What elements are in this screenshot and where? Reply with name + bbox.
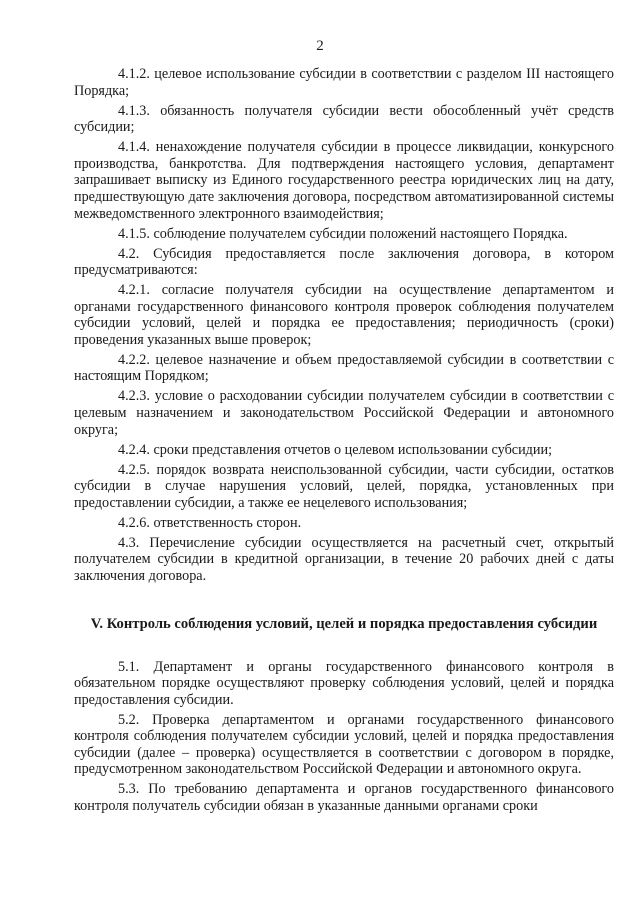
paragraph-4-1-5: 4.1.5. соблюдение получателем субсидии положений настоящего Порядка. xyxy=(118,225,568,242)
document-body xyxy=(74,66,614,818)
paragraph-4-2-3: 4.2.3. условие о расходовании субсидии получателем субсидии в соответствии с целевым назначением и законодательством Российской Федерации и автономного округа; xyxy=(74,388,614,438)
paragraph-4-3: 4.3. Перечисление субсидии осуществляется на расчетный счет, открытый получателем субсидии в кредитной организации, в течение 20 рабочих дней с даты заключения договора. xyxy=(74,534,614,584)
paragraph-4-2-5: 4.2.5. порядок возврата неиспользованной субсидии, части субсидии, остатков субсидии в случае нарушения условий, целей, порядка, установленных при предоставлении субсидии, а также ее нецелевого использования; xyxy=(74,461,614,511)
paragraph-5-2: 5.2. Проверка департаментом и органами государственного финансового контроля соблюдения получателем субсидии условий, целей и порядка предоставления субсидии (далее – проверка) осуществляется в соответствии с договором в порядке, предусмотренном законодательством Российской Федерации и автономного округа. xyxy=(74,711,614,778)
paragraph-4-2: 4.2. Субсидия предоставляется после заключения договора, в котором предусматриваются: xyxy=(74,245,614,279)
paragraph-5-1: 5.1. Департамент и органы государственного финансового контроля в обязательном порядке осуществляют проверку соблюдения условий, целей и порядка предоставления субсидии. xyxy=(74,658,614,708)
page-number: 2 xyxy=(316,38,324,54)
paragraph-4-2-6: 4.2.6. ответственность сторон. xyxy=(118,514,302,531)
paragraph-5-3: 5.3. По требованию департамента и органов государственного финансового контроля получатель субсидии обязан в указанные данными органами сроки xyxy=(74,781,614,815)
paragraph-4-1-2: 4.1.2. целевое использование субсидии в соответствии с разделом III настоящего Порядка; xyxy=(74,66,614,99)
paragraph-4-2-4: 4.2.4. сроки представления отчетов о целевом использовании субсидии; xyxy=(118,441,553,458)
paragraph-4-2-1: 4.2.1. согласие получателя субсидии на осуществление департаментом и органами государственного финансового контроля проверок соблюдения получателем субсидии условий, целей и порядка ее предоставления; периодичность (сроки) проведения указанных выше проверок; xyxy=(74,282,614,348)
paragraph-4-1-4: 4.1.4. ненахождение получателя субсидии в процессе ликвидации, конкурсного производства, банкротства. Для подтверждения настоящего условия, департамент запрашивает выписку из Единого государственного реестра юридических лиц на дату, предшествующую дате заключения договора, посредством автоматизированной системы межведомственного электронного взаимодействия; xyxy=(74,139,614,222)
paragraph-4-1-3: 4.1.3. обязанность получателя субсидии вести обособленный учёт средств субсидии; xyxy=(74,102,614,136)
paragraph-4-2-2: 4.2.2. целевое назначение и объем предоставляемой субсидии в соответствии с настоящим Порядком; xyxy=(74,351,614,385)
section-heading: V. Контроль соблюдения условий, целей и порядка предоставления субсидии xyxy=(90,615,598,632)
